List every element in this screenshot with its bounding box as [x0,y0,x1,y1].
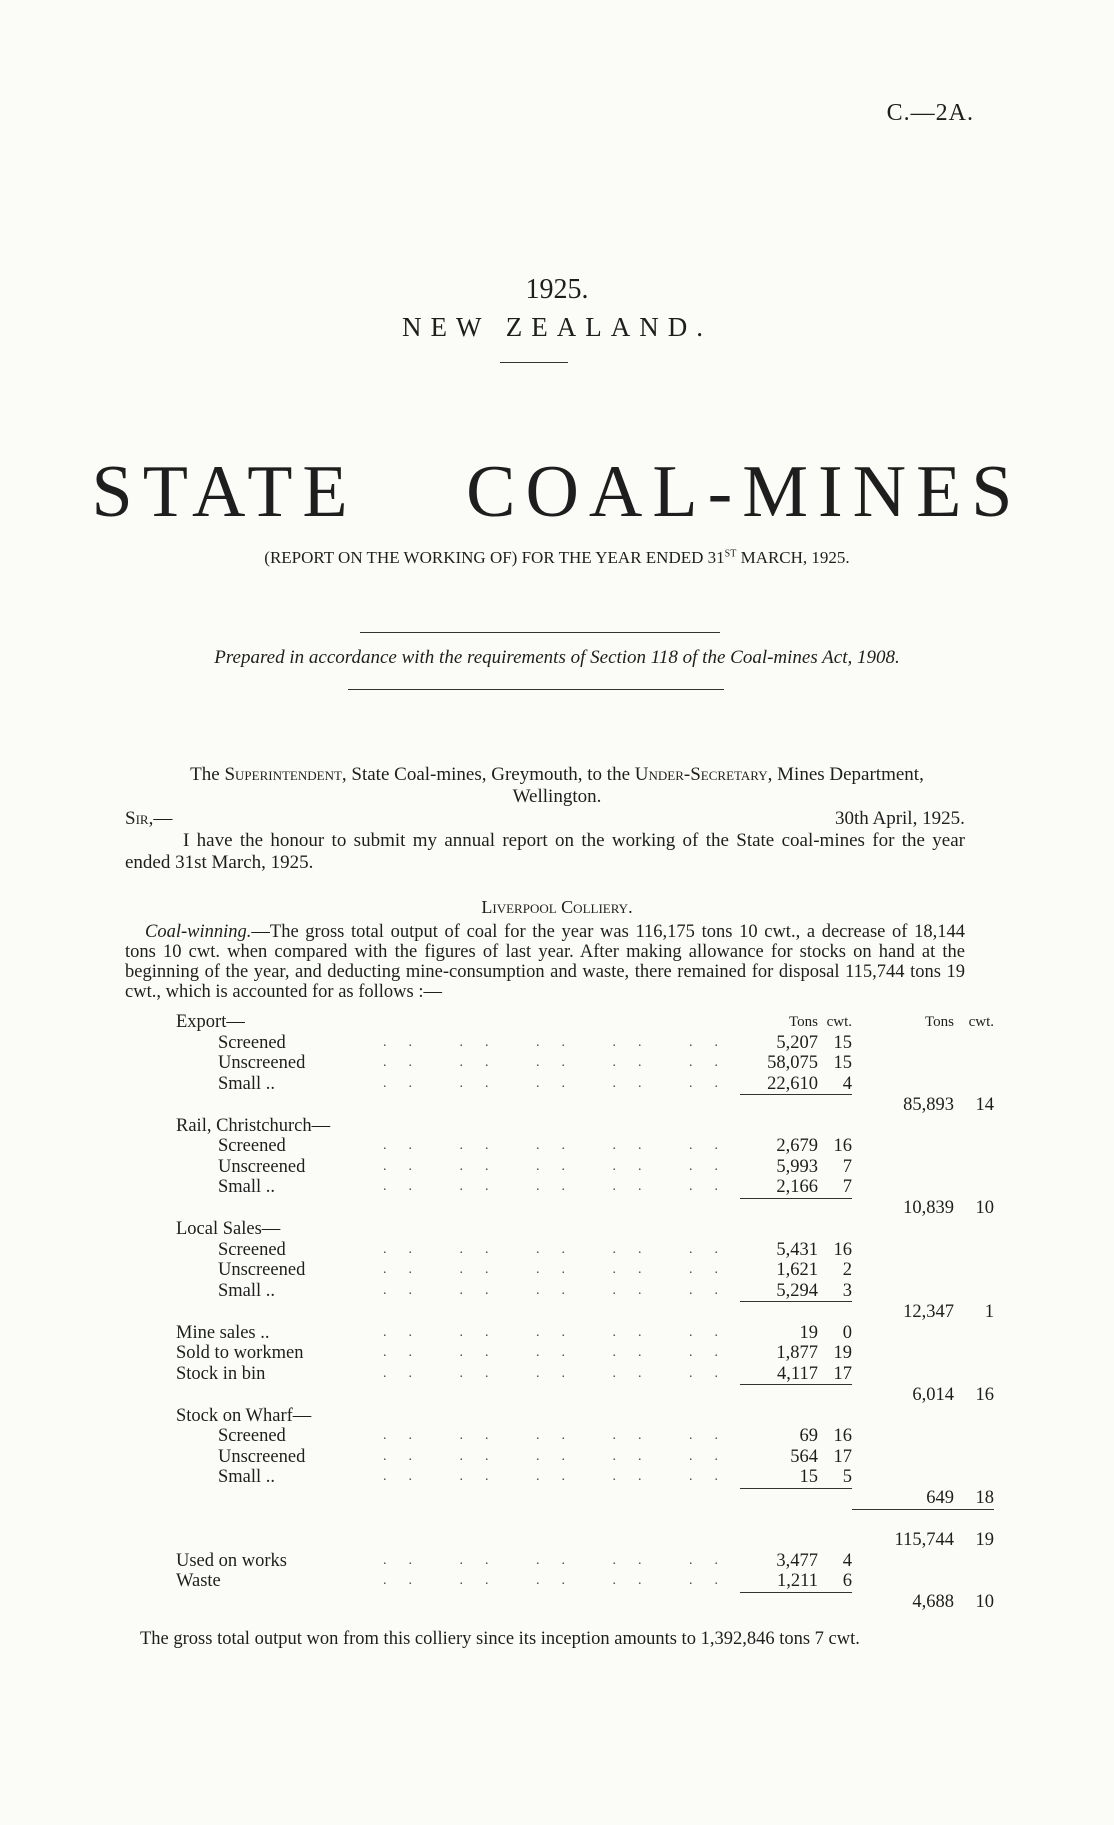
table-row [176,1177,994,1198]
row-label: Screened [218,1239,286,1260]
title-word-coal-mines: COAL-MINES [466,451,1023,533]
subtitle-superscript: ST [724,548,737,560]
subtotal-cwt: 10 [975,1592,994,1613]
col-cwt: cwt. [826,1014,852,1030]
subtotal-cwt: 18 [954,1488,994,1509]
subtotal-row [176,1302,994,1323]
row-label: Mine sales .. [176,1322,270,1343]
row-cwt: 17 [833,1446,852,1467]
table-row [176,1467,994,1488]
section-heading: Liverpool Colliery. [481,897,633,917]
row-label: Unscreened [218,1156,306,1177]
leader-dots: .. .. .. .. .. [383,1345,740,1360]
table-row [176,1260,994,1281]
stock-on-wharf-heading: Stock on Wharf— [176,1405,312,1426]
subtotal-tons: 85,893 [903,1094,954,1115]
row-tons: 5,993 [776,1156,818,1177]
row-label: Small .. [218,1177,276,1198]
row-label: Stock in bin [176,1363,266,1384]
report-subtitle [0,548,1114,568]
address-middle: , State Coal-mines, Greymouth, to the [341,764,631,785]
row-tons: 22,610 [740,1074,818,1095]
row-label: Screened [218,1136,286,1156]
row-tons: 564 [790,1446,818,1467]
row-tons: 1,621 [776,1260,818,1280]
row-label: Waste [176,1571,221,1592]
row-tons: 2,166 [740,1177,818,1198]
leader-dots: .. .. .. .. .. [383,1428,740,1443]
leader-dots: .. .. .. .. .. [383,1282,740,1298]
grand-total-row [176,1530,994,1551]
leader-dots: .. .. .. .. .. [383,1075,740,1091]
coal-winning-text: —The gross total output of coal for the year was 116,175 tons 10 cwt., a decrease of 18,144 tons 10 cwt. when compared with the figures of last year. After making allowance for stocks on hand at the beginning of the year, and deducting mine-consumption and waste, there remained for disposal 115,744 tons 19 cwt., which is accounted for as follows :— [125,922,965,1002]
row-label: Small .. [218,1280,276,1301]
row-tons: 4,117 [740,1364,818,1385]
row-label: Sold to workmen [176,1343,304,1363]
row-tons: 15 [740,1467,818,1488]
row-cwt: 4 [818,1074,852,1095]
group-heading-row [176,1219,994,1240]
address-city: Wellington. [512,786,602,807]
letter-date: 30th April, 1925. [835,808,965,829]
row-cwt: 4 [842,1550,852,1571]
document-reference: C.—2A. [886,100,974,126]
subtotal-tons: 12,347 [903,1301,954,1322]
table-row [176,1033,994,1054]
row-tons: 1,877 [776,1343,818,1363]
row-label: Screened [218,1426,286,1446]
prepared-note: Prepared in accordance with the requirements of Section 118 of the Coal-mines Act, 1908. [214,647,900,668]
row-tons: 69 [799,1426,818,1446]
leader-dots: .. .. .. .. .. [383,1552,740,1568]
row-cwt: 17 [818,1364,852,1385]
row-label: Unscreened [218,1446,306,1467]
leader-dots: .. .. .. .. .. [383,1324,740,1340]
subtotal-cwt: 1 [984,1301,994,1322]
page-title [0,450,1114,535]
table-row [176,1074,994,1095]
subtotal-tons: 649 [852,1488,954,1509]
subtotal-row [176,1198,994,1219]
disposal-table [176,1012,994,1613]
table-row [176,1343,994,1364]
report-year: 1925. [525,274,589,305]
row-cwt: 15 [833,1032,852,1053]
row-cwt: 6 [818,1571,852,1592]
subtotal-row [176,1488,994,1509]
leader-dots: .. .. .. .. .. [383,1034,740,1050]
row-label: Small .. [218,1073,276,1094]
row-label: Screened [218,1032,286,1053]
table-row [176,1426,994,1447]
divider [348,689,724,690]
table-row [176,1240,994,1261]
row-tons: 2,679 [776,1136,818,1156]
row-cwt: 19 [833,1343,852,1363]
salutation: Sir,— [125,808,173,829]
opening-paragraph: I have the honour to submit my annual report on the working of the State coal-mines for the year ended 31st March, 1925. [125,830,965,873]
table-row [176,1136,994,1157]
row-tons: 58,075 [767,1053,818,1073]
coal-winning-paragraph [125,922,965,1002]
grand-total-cwt: 19 [975,1530,994,1550]
address-superintendent: Superintendent [224,764,342,785]
leader-dots: .. .. .. .. .. [383,1365,740,1381]
table-row [176,1053,994,1074]
leader-dots: .. .. .. .. .. [383,1055,740,1070]
row-tons: 1,211 [740,1571,818,1592]
table-row [176,1447,994,1468]
leader-dots: .. .. .. .. .. [383,1262,740,1277]
closing-paragraph: The gross total output won from this colliery since its inception amounts to 1,392,846 tons 7 cwt. [140,1629,860,1649]
divider [360,632,720,633]
address-the: The [190,764,220,785]
subtotal-row [176,1385,994,1406]
local-sales-heading: Local Sales— [176,1219,281,1239]
export-heading: Export— [176,1012,245,1032]
row-cwt: 2 [842,1260,852,1280]
table-row [176,1157,994,1178]
leader-dots: .. .. .. .. .. [383,1138,740,1153]
table-row [176,1551,994,1572]
row-cwt: 7 [842,1156,852,1177]
row-label: Unscreened [218,1260,306,1280]
row-label: Unscreened [218,1053,306,1073]
subtitle-text: (REPORT ON THE WORKING OF) FOR THE YEAR ENDED 31 [264,548,725,567]
grand-total-tons: 115,744 [894,1530,954,1550]
subtotal-row [176,1095,994,1116]
col-tons-total: Tons [925,1014,954,1030]
row-cwt: 5 [818,1467,852,1488]
row-tons: 19 [799,1322,818,1343]
row-cwt: 15 [833,1053,852,1073]
title-word-state: STATE [91,451,358,533]
row-cwt: 0 [842,1322,852,1343]
subtotal-cwt: 10 [975,1198,994,1219]
rail-heading: Rail, Christchurch— [176,1115,331,1136]
group-heading-row [176,1116,994,1137]
leader-dots: .. .. .. .. .. [383,1448,740,1464]
subtitle-text-end: MARCH, 1925. [736,548,850,567]
row-cwt: 16 [833,1136,852,1156]
row-label: Used on works [176,1550,287,1571]
row-cwt: 16 [833,1426,852,1446]
address-undersecretary: Under-Secretary [634,764,768,785]
row-tons: 3,477 [776,1550,818,1571]
table-row [176,1323,994,1344]
row-tons: 5,431 [776,1239,818,1260]
subtotal-tons: 10,839 [903,1198,954,1219]
row-label: Small .. [218,1467,276,1488]
leader-dots: .. .. .. .. .. [383,1158,740,1174]
leader-dots: .. .. .. .. .. [383,1241,740,1257]
col-tons: Tons [789,1014,818,1030]
subtotal-tons: 4,688 [912,1592,954,1613]
subtotal-row [176,1592,994,1613]
row-cwt: 3 [818,1281,852,1302]
col-cwt-total: cwt. [968,1014,994,1030]
leader-dots: .. .. .. .. .. [383,1179,740,1195]
subtotal-tons: 6,014 [912,1384,954,1405]
table-header [176,1012,994,1033]
group-heading-row [176,1406,994,1427]
row-tons: 5,207 [776,1032,818,1053]
subtotal-cwt: 16 [975,1384,994,1405]
address-line [0,764,1114,786]
subtotal-cwt: 14 [975,1094,994,1115]
country-heading: NEW ZEALAND. [402,312,712,342]
row-tons: 5,294 [740,1281,818,1302]
table-row [176,1571,994,1592]
coal-winning-lead: Coal-winning. [145,922,252,942]
row-cwt: 16 [833,1239,852,1260]
table-row [176,1281,994,1302]
leader-dots: .. .. .. .. .. [383,1469,740,1485]
table-row [176,1364,994,1385]
row-cwt: 7 [818,1177,852,1198]
leader-dots: .. .. .. .. .. [383,1573,740,1589]
divider [500,362,568,363]
address-end: , Mines Department, [767,764,924,785]
